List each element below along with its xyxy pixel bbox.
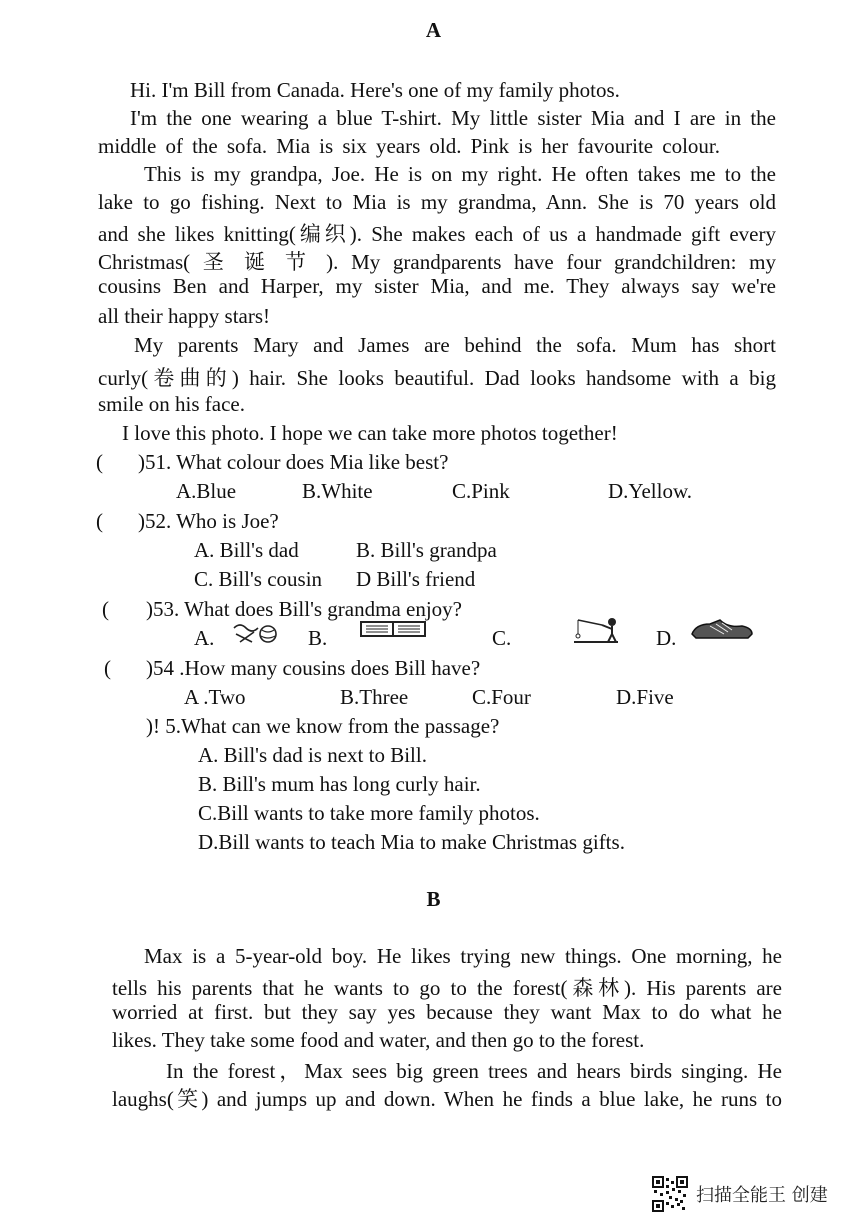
passage-a-line: curly(卷曲的) hair. She looks beautiful. Dad looks handsome with a big — [98, 366, 776, 390]
q52-option-a: A. Bill's dad — [194, 538, 299, 562]
q52-option-d: D Bill's friend — [356, 567, 476, 591]
passage-a-line: middle of the sofa. Mia is six years old. Pink is her favourite colour. — [98, 134, 720, 158]
scanner-watermark — [652, 1176, 828, 1212]
answer-blank-paren: ( — [104, 656, 111, 680]
passage-b-line: In the forest，Max sees big green trees and hears birds singing. He — [166, 1059, 782, 1083]
passage-b-line: likes. They take some food and water, and then go to the forest. — [112, 1028, 645, 1052]
passage-a-line: This is my grandpa, Joe. He is on my right. He often takes me to the — [144, 162, 776, 186]
section-a-heading: A — [425, 18, 442, 42]
q55-option-d: D.Bill wants to teach Mia to make Christmas gifts. — [198, 830, 625, 854]
q53-option-b: B. — [308, 626, 328, 650]
question-52-stem: )52. Who is Joe? — [138, 509, 279, 533]
answer-blank-paren: ( — [96, 450, 103, 474]
answer-blank-paren: ( — [96, 509, 103, 533]
q51-option-c: C.Pink — [452, 479, 510, 503]
fishing-icon — [572, 616, 622, 644]
passage-a-line: all their happy stars! — [98, 304, 271, 328]
passage-b-line: worried at first. but they say yes because they want Max to do what he — [112, 1000, 782, 1024]
passage-a-line: I'm the one wearing a blue T-shirt. My little sister Mia and I are in the — [130, 106, 776, 130]
passage-a-line: My parents Mary and James are behind the sofa. Mum has short — [134, 333, 776, 357]
passage-a-line: I love this photo. I hope we can take more photos together! — [122, 421, 618, 445]
passage-a-line: Christmas( 圣 诞 节 ). My grandparents have four grandchildren: my — [98, 250, 776, 274]
passage-a-line: Hi. I'm Bill from Canada. Here's one of my family photos. — [130, 78, 620, 102]
qr-code-icon — [652, 1176, 688, 1212]
passage-a-line: cousins Ben and Harper, my sister Mia, and me. They always say we're — [98, 274, 776, 298]
q53-option-a: A. — [194, 626, 215, 650]
question-54-stem: )54 .How many cousins does Bill have? — [146, 656, 481, 680]
answer-blank-paren: ( — [102, 597, 109, 621]
q53-option-c: C. — [492, 626, 512, 650]
sneaker-shoe-icon — [690, 618, 754, 642]
q55-option-b: B. Bill's mum has long curly hair. — [198, 772, 481, 796]
q54-option-b: B.Three — [340, 685, 409, 709]
passage-a-line: smile on his face. — [98, 392, 245, 416]
passage-b-line: Max is a 5-year-old boy. He likes trying new things. One morning, he — [144, 944, 782, 968]
passage-b-line: laughs(笑) and jumps up and down. When he finds a blue lake, he runs to — [112, 1087, 782, 1111]
q51-option-d: D.Yellow. — [608, 479, 693, 503]
q55-option-a: A. Bill's dad is next to Bill. — [198, 743, 427, 767]
q53-option-d: D. — [656, 626, 677, 650]
q52-option-c: C. Bill's cousin — [194, 567, 323, 591]
q54-option-d: D.Five — [616, 685, 674, 709]
question-53-stem: )53. What does Bill's grandma enjoy? — [146, 597, 462, 621]
passage-a-line: lake to go fishing. Next to Mia is my grandma, Ann. She is 70 years old — [98, 190, 776, 214]
q51-option-a: A.Blue — [176, 479, 237, 503]
question-51-stem: )51. What colour does Mia like best? — [138, 450, 449, 474]
knitting-yarn-icon — [230, 620, 286, 646]
question-55-stem: )! 5.What can we know from the passage? — [146, 714, 500, 738]
q54-option-c: C.Four — [472, 685, 531, 709]
q54-option-a: A .Two — [184, 685, 246, 709]
passage-a-line: and she likes knitting(编织). She makes each of us a handmade gift every — [98, 222, 776, 246]
open-book-icon — [360, 620, 426, 638]
watermark-label: 扫描全能王 创建 — [696, 1185, 828, 1206]
section-b-heading: B — [426, 887, 441, 911]
passage-b-line: tells his parents that he wants to go to the forest(森林). His parents are — [112, 976, 782, 1000]
q52-option-b: B. Bill's grandpa — [356, 538, 497, 562]
q55-option-c: C.Bill wants to take more family photos. — [198, 801, 540, 825]
q51-option-b: B.White — [302, 479, 373, 503]
